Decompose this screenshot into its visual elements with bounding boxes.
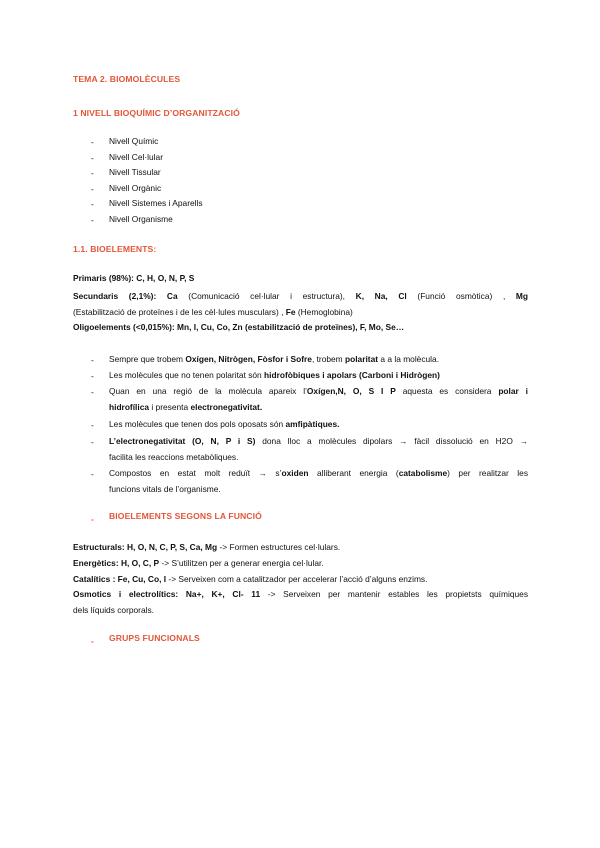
section-1-1-heading: 1.1. BIOELEMENTS: <box>73 244 157 254</box>
list-dash: - <box>91 437 94 447</box>
list-item: Nivell Organisme <box>109 214 173 224</box>
list-item: Nivell Tissular <box>109 167 161 177</box>
bullet-polar-region-line-2: hidrofílica i presenta electronegativitat. <box>109 402 263 412</box>
list-dash: - <box>91 469 94 479</box>
list-item: Nivell Químic <box>109 136 159 146</box>
list-dash: - <box>91 153 94 163</box>
bullet-catabolism-line-2: funcions vitals de l’organisme. <box>109 484 221 494</box>
bullet-amphipathic: Les molècules que tenen dos pols oposats són amfipàtiques. <box>109 419 340 429</box>
list-dash: - <box>91 355 94 365</box>
estructurals-line: Estructurals: H, O, N, C, P, S, Ca, Mg -> Formen estructures cel·lulars. <box>73 542 341 552</box>
energetics-line: Energètics: H, O, C, P -> S’utilitzen per a generar energia cel·lular. <box>73 558 324 568</box>
bullet-electronegativity-line-2: facilita les reaccions metabòliques. <box>109 452 239 462</box>
bioelements-function-heading: BIOELEMENTS SEGONS LA FUNCIÓ <box>109 511 262 521</box>
document-title: TEMA 2. BIOMOLÈCULES <box>73 74 181 84</box>
bullet-catabolism-line-1: Compostos en estat molt reduït → s’oxiden alliberant energia (catabolisme) per realitzar les <box>109 468 529 478</box>
list-dash: - <box>91 137 94 147</box>
secundaris-line-2: (Estabilització de proteïnes i de les cèl·lules musculars) , Fe (Hemoglobina) <box>73 307 353 317</box>
list-dash: - <box>91 199 94 209</box>
list-dash: - <box>91 387 94 397</box>
bullet-electronegativity-line-1: L’electronegativitat (O, N, P i S) dona lloc a molècules dipolars → fàcil dissolució en H2O → <box>109 436 528 446</box>
list-item: Nivell Cel·lular <box>109 152 163 162</box>
bullet-polarity: Sempre que trobem Oxígen, Nitrògen, Fòsfor i Sofre, trobem polaritat a a la molècula. <box>109 354 440 364</box>
secundaris-line-1: Secundaris (2,1%): Ca (Comunicació cel·lular i estructura), K, Na, Cl (Funció osmòtica) , Mg <box>73 291 529 301</box>
primaris-line: Primaris (98%): C, H, O, N, P, S <box>73 273 195 283</box>
list-dash: - <box>91 168 94 178</box>
list-dash: - <box>91 514 94 524</box>
grups-funcionals-heading: GRUPS FUNCIONALS <box>109 633 200 643</box>
list-dash: - <box>91 420 94 430</box>
osmotics-line-1: Osmotics i electrolítics: Na+, K+, Cl- 11 -> Serveixen per mantenir estables les propietsts químiques <box>73 589 529 599</box>
osmotics-line-2: dels líquids corporals. <box>73 605 154 615</box>
list-dash: - <box>91 215 94 225</box>
list-dash: - <box>91 184 94 194</box>
section-1-heading: 1 NIVELL BIOQUÍMIC D’ORGANITZACIÓ <box>73 108 240 118</box>
bullet-apolar: Les molècules que no tenen polaritat són hidrofòbiques i apolars (Carboni i Hidrògen) <box>109 370 440 380</box>
list-item: Nivell Orgànic <box>109 183 162 193</box>
bullet-polar-region-line-1: Quan en una regió de la molècula apareix l’Oxígen,N, O, S I P aquesta es considera polar i <box>109 386 528 396</box>
catalitics-line: Catalítics : Fe, Cu, Co, I -> Serveixen com a catalitzador per accelerar l’acció d’alguns enzims. <box>73 574 428 584</box>
list-dash: - <box>91 371 94 381</box>
list-item: Nivell Sistemes i Aparells <box>109 198 203 208</box>
oligoelements-line: Oligoelements (<0,015%): Mn, I, Cu, Co, Zn (estabilització de proteïnes), F, Mo, Se… <box>73 322 405 332</box>
list-dash: - <box>91 636 94 646</box>
